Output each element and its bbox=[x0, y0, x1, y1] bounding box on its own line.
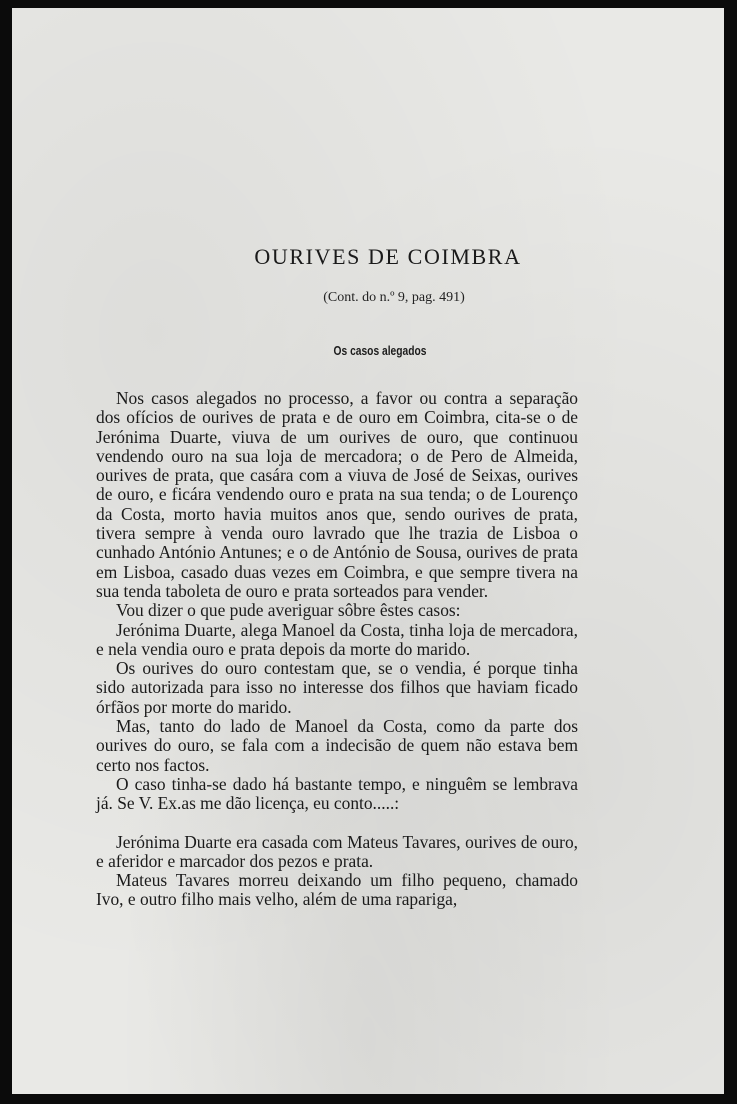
scanned-page bbox=[12, 8, 724, 1094]
section-heading: Os casos alegados bbox=[333, 344, 427, 358]
article-title: OURIVES DE COIMBRA bbox=[254, 244, 522, 269]
paragraph: Nos casos alegados no processo, a favor ou contra a separação dos ofícios de ourives de prata e de ouro em Coimbra, cita-se o de Jerónima Duarte, viuva de um ourives de ouro, que continuou vendendo ouro na sua loja de mercadora; o de Pero de Almeida, ourives de prata, que casára com a viuva de José de Seixas, ourives de ouro, e ficára vendendo ouro e prata na sua tenda; o de Lourenço da Costa, morto havia muitos anos que, sendo ourives de prata, tivera sempre à venda ouro lavrado que lhe trazia de Lisboa o cunhado António Antunes; e o de António de Sousa, ourives de prata em Lisboa, casado duas vezes em Coimbra, e que sempre tivera na sua tenda taboleta de ouro e prata sorteados para vender. bbox=[96, 388, 578, 601]
article-body bbox=[96, 389, 578, 910]
paragraph: Os ourives do ouro contestam que, se o vendia, é porque tinha sido autorizada para isso no interesse dos filhos que haviam ficado órfãos por morte do marido. bbox=[96, 658, 578, 717]
paragraph: O caso tinha-se dado há bastante tempo, e ninguêm se lembrava já. Se V. Ex.as me dão licença, eu conto.....: bbox=[96, 773, 578, 814]
continuation-note: (Cont. do n.º 9, pag. 491) bbox=[323, 290, 465, 305]
paragraph: Jerónima Duarte era casada com Mateus Tavares, ourives de ouro, e aferidor e marcador dos pezos e prata. bbox=[96, 831, 578, 871]
paragraph: Jerónima Duarte, alega Manoel da Costa, tinha loja de mercadora, e nela vendia ouro e prata depois da morte do marido. bbox=[96, 619, 578, 659]
paragraph: Mateus Tavares morreu deixando um filho pequeno, chamado Ivo, e outro filho mais velho, além de uma rapariga, bbox=[96, 870, 578, 910]
paragraph: Mas, tanto do lado de Manoel da Costa, como da parte dos ourives do ouro, se fala com a indecisão de quem não estava bem certo nos factos. bbox=[96, 716, 578, 775]
paragraph: Vou dizer o que pude averiguar sôbre êstes casos: bbox=[116, 600, 461, 621]
